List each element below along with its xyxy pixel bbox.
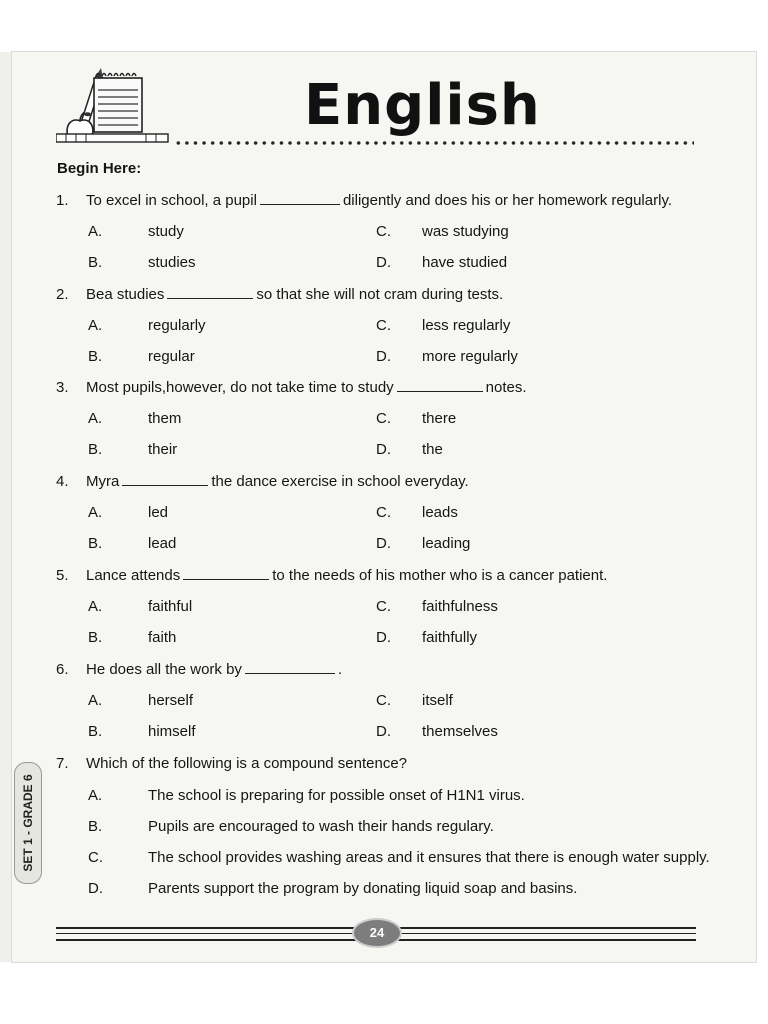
question-2 [56,279,706,310]
question-stem: Bea studies so that she will not cram during tests. [86,286,504,303]
question-number: 7. [56,755,69,772]
option-b: B. faith [88,629,177,646]
question-stem: Myra the dance exercise in school everyday. [86,473,469,490]
option-d: D. more regularly [376,348,518,365]
option-d: D. leading [376,535,471,552]
question-3 [56,372,706,403]
option-a: A. faithful [88,598,193,615]
question-1 [56,185,706,216]
answer-blank [397,378,483,392]
option-d: D. the [376,441,443,458]
question-6 [56,654,706,685]
question-number: 4. [56,473,69,490]
option-b: B. studies [88,254,196,271]
question-number: 6. [56,661,69,678]
option-d: D. Parents support the program by donating liquid soap and basins. [88,880,578,897]
notepad-icon [94,74,142,133]
answer-blank [260,191,340,205]
grade-side-tab [14,762,42,884]
option-b: B. Pupils are encouraged to wash their hands regulary. [88,818,494,835]
question-4 [56,466,706,497]
answer-blank [122,472,208,486]
grade-side-tab-label: SET 1 - GRADE 6 [21,774,35,872]
notepad-apple-icon [56,68,171,144]
option-d: D. faithfully [376,629,478,646]
option-b: B. himself [88,723,196,740]
question-7 [56,748,706,779]
option-d: D. themselves [376,723,498,740]
page-edge [0,52,12,962]
option-c: C. there [376,410,457,427]
worksheet-header [56,66,706,156]
question-stem: To excel in school, a pupil diligently and does his or her homework regularly. [86,192,672,209]
subject-title: English [304,73,541,138]
question-number: 5. [56,567,69,584]
option-a: A. them [88,410,182,427]
option-a: A. led [88,504,169,521]
question-number: 1. [56,192,69,209]
option-c: C. The school provides washing areas and it ensures that there is enough water supply. [88,849,710,866]
answer-blank [245,660,335,674]
option-b: B. regular [88,348,195,365]
option-c: C. was studying [376,223,509,240]
section-label: Begin Here: [57,160,142,177]
option-c: C. itself [376,692,453,709]
option-c: C. less regularly [376,317,511,334]
question-stem: Most pupils,however, do not take time to study notes. [86,379,527,396]
question-number: 3. [56,379,69,396]
question-5 [56,560,706,591]
answer-blank [183,566,269,580]
option-b: B. lead [88,535,177,552]
ruler-icon [56,134,168,142]
page-number: 24 [352,918,402,948]
option-a: A. The school is preparing for possible onset of H1N1 virus. [88,787,525,804]
option-b: B. their [88,441,178,458]
question-stem: Lance attends to the needs of his mother who is a cancer patient. [86,567,608,584]
option-a: A. herself [88,692,194,709]
question-stem: Which of the following is a compound sentence? [86,755,408,772]
option-c: C. leads [376,504,458,521]
option-a: A. regularly [88,317,206,334]
question-number: 2. [56,286,69,303]
dotted-divider [174,138,694,148]
option-d: D. have studied [376,254,508,271]
question-stem: He does all the work by . [86,661,343,678]
option-a: A. study [88,223,184,240]
answer-blank [167,285,253,299]
option-c: C. faithfulness [376,598,498,615]
